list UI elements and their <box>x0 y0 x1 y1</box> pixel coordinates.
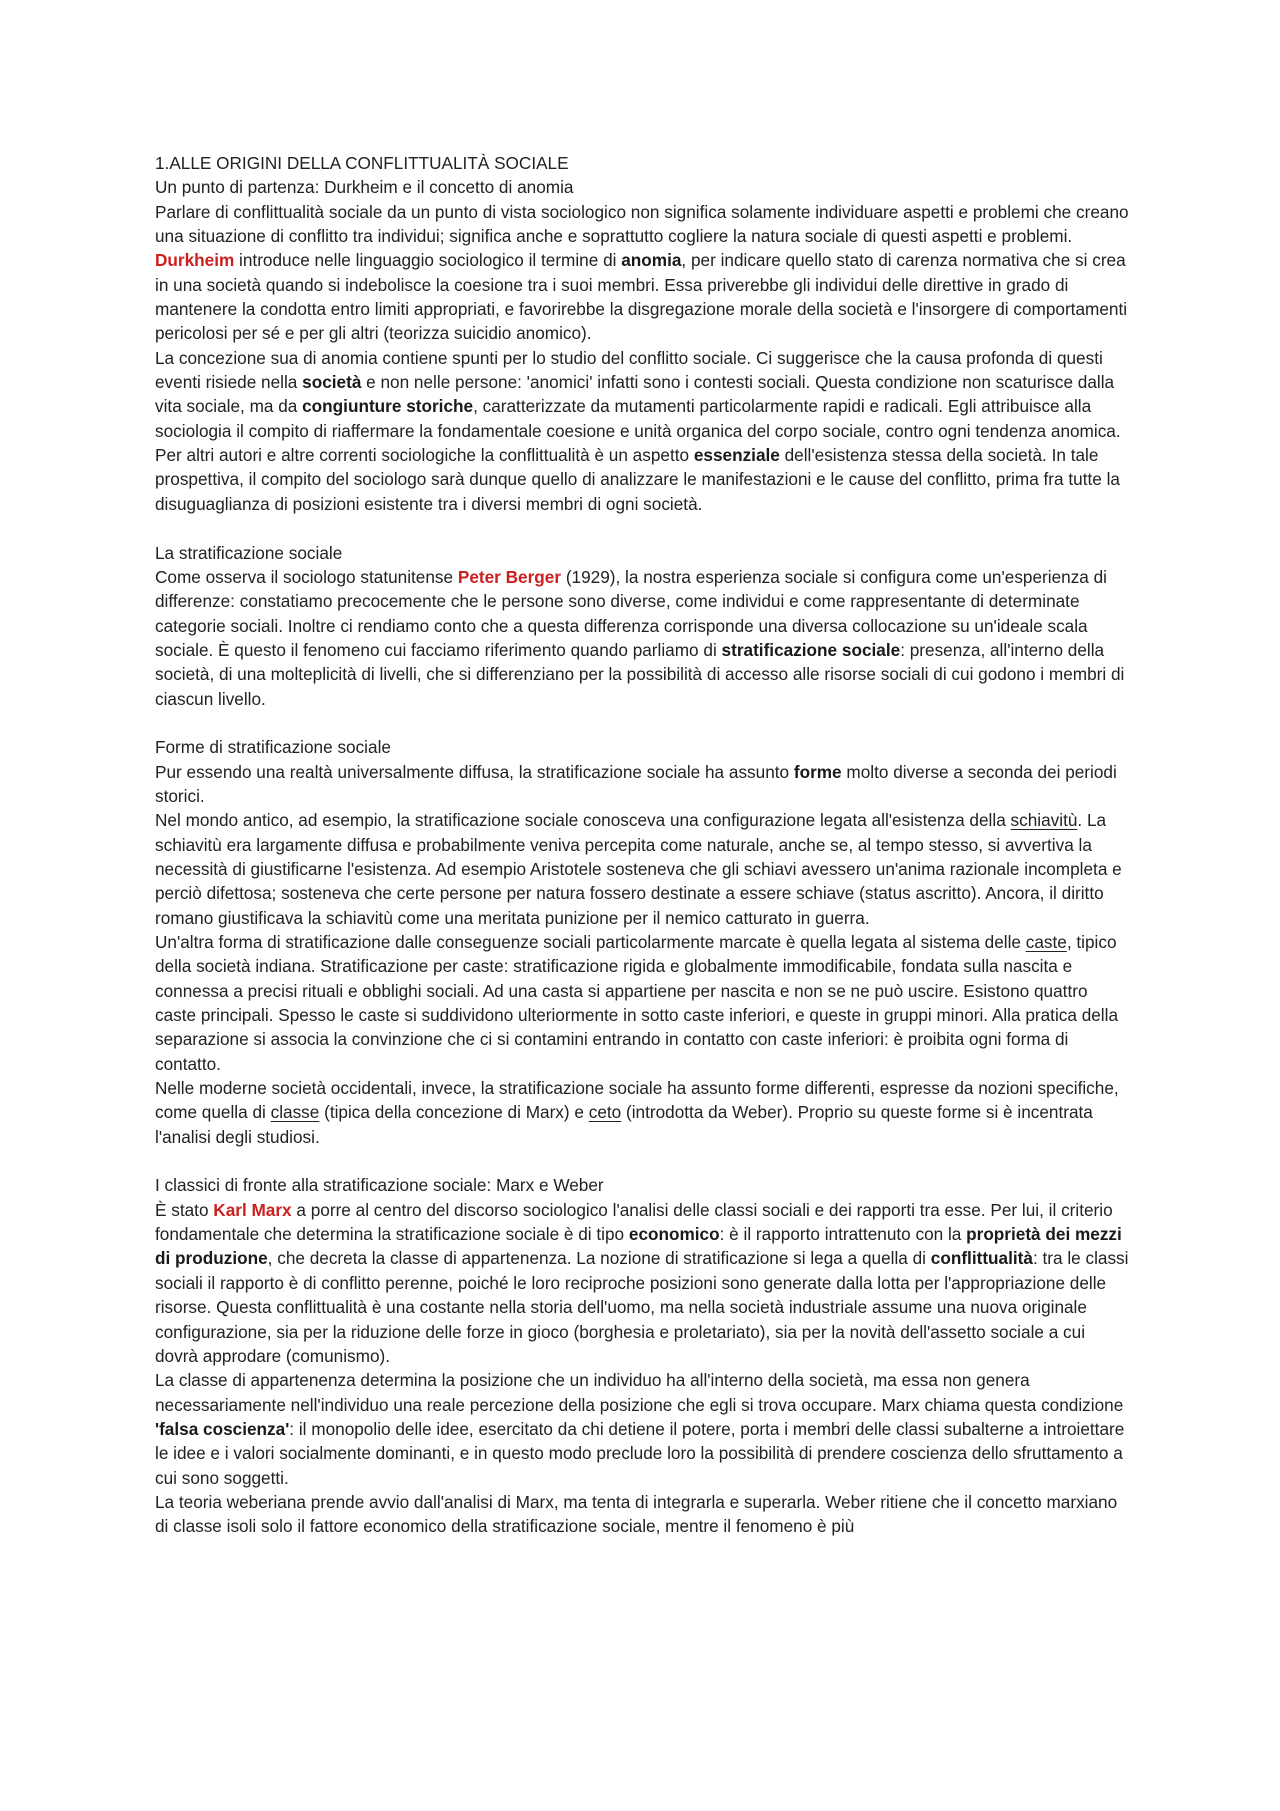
text-run: Un'altra forma di stratificazione dalle conseguenze sociali particolarmente marcate è quella legata al sistema delle <box>155 932 1026 952</box>
text-run: e non nelle persone: 'anomici' infatti sono i contesti sociali. Questa condizione non scaturisce dalla vita sociale, ma da <box>155 372 1115 417</box>
paragraph-gap <box>155 711 1130 735</box>
paragraph <box>155 248 1130 345</box>
paragraph <box>155 565 1130 711</box>
text-run: a porre al centro del discorso sociologico l'analisi delle classi sociali e dei rapporti tra esse. Per lui, il criterio fondamentale che determina la stratificazione sociale è di tipo <box>155 1199 1113 1245</box>
section-heading-anomia: Un punto di partenza: Durkheim e il concetto di anomia <box>155 177 574 198</box>
document-page <box>155 151 1130 1539</box>
paragraph <box>155 346 1130 443</box>
term-economico: economico <box>628 1224 720 1245</box>
text-run: introduce nelle linguaggio sociologico il termine di <box>234 250 622 271</box>
text-run: La classe di appartenenza determina la posizione che un individuo ha all'interno della società, ma essa non genera necessariamente nell'individuo una reale percezione della posizione che egli si trova occupare. Marx chiama questa condizione <box>155 1370 1124 1415</box>
text-run: È stato <box>155 1199 214 1220</box>
term-caste: caste <box>1025 932 1067 952</box>
author-name-durkheim: Durkheim <box>155 250 235 271</box>
term-congiunture-storiche: congiunture storiche <box>302 396 474 417</box>
text-run: (tipica della concezione di Marx) e <box>319 1102 589 1123</box>
paragraph: La teoria weberiana prende avvio dall'analisi di Marx, ma tenta di integrarla e superarla. Weber ritiene che il concetto marxiano di classe isoli solo il fattore economico della stratificazione sociale, mentre il fenomeno è più <box>155 1491 1118 1537</box>
term-schiavitu: schiavitù <box>1010 810 1078 831</box>
text-run: (1929), la nostra esperienza sociale si configura come un'esperienza di differenze: constatiamo precocemente che le persone sono diverse, come individui e come rappresentante di determinate categorie sociali. Inoltre ci rendiamo conto che a questa differenza corrisponde una diversa collocazione su un'ideale scala sociale. È questo il fenomeno cui facciamo riferimento quando parliamo di <box>155 566 1107 660</box>
paragraph <box>155 930 1130 1076</box>
text-run: : tra le classi sociali il rapporto è di conflitto perenne, poiché le loro reciproche posizioni sono generate dalla lotta per l'appropriazione delle risorse. Questa conflittualità è una costante nella storia dell'uomo, ma nella società industriale assume una nuova originale configurazione, sia per la riduzione delle forze in gioco (borghesia e proletariato), sia per la novità dell'assetto sociale a cui dovrà approdare (comunismo). <box>155 1248 1129 1366</box>
text-run: Come osserva il sociologo statunitense <box>155 566 458 587</box>
text-run: Pur essendo una realtà universalmente diffusa, la stratificazione sociale ha assunto <box>155 761 794 782</box>
term-falsa-coscienza: 'falsa coscienza' <box>155 1418 290 1439</box>
author-name-karl-marx: Karl Marx <box>213 1199 292 1220</box>
text-run: Nelle moderne società occidentali, invece, la stratificazione sociale ha assunto forme differenti, espresse da nozioni specifiche, come quella di <box>155 1078 1119 1123</box>
text-run: La concezione sua di anomia contiene spunti per lo studio del conflitto sociale. Ci suggerisce che la causa profonda di questi eventi risiede nella <box>155 347 1103 393</box>
text-run: dell'esistenza stessa della società. In tale prospettiva, il compito del sociologo sarà dunque quello di analizzare le manifestazioni e le cause del conflitto, prima fra tutte la disuguaglianza di posizioni esistente tra i diversi membri di ogni società. <box>155 445 1120 514</box>
text-run: (introdotta da Weber). Proprio su queste forme si è incentrata l'analisi degli studiosi. <box>155 1102 1093 1147</box>
term-societa: società <box>302 372 362 393</box>
term-classe: classe <box>270 1102 320 1123</box>
paragraph <box>155 760 1130 809</box>
term-ceto: ceto <box>588 1102 622 1123</box>
document-title: 1.ALLE ORIGINI DELLA CONFLITTUALITÀ SOCIALE <box>155 153 569 173</box>
term-essenziale: essenziale <box>693 445 780 466</box>
paragraph: Parlare di conflittualità sociale da un punto di vista sociologico non significa solamente individuare aspetti e problemi che creano una situazione di conflitto tra individui; significa anche e soprattutto cogliere la natura sociale di questi aspetti e problemi. <box>155 201 1129 247</box>
term-forme: forme <box>793 761 842 782</box>
text-run: : è il rapporto intrattenuto con la <box>719 1224 967 1245</box>
paragraph-gap <box>155 516 1130 540</box>
paragraph <box>155 1198 1130 1368</box>
text-run: , tipico della società indiana. Stratificazione per caste: stratificazione rigida e globalmente immodificabile, fondata sulla nascita e connessa a precisi rituali e obblighi sociali. Ad una casta si appartiene per nascita e non se ne può uscire. Esistono quattro caste principali. Spesso le caste si suddividono ulteriormente in sotto caste inferiori, e queste in gruppi minori. Alla pratica della separazione si associa la convinzione che ci si contamini entrando in contatto con caste inferiori: è proibita ogni forma di contatto. <box>155 932 1119 1074</box>
term-stratificazione-sociale: stratificazione sociale <box>721 639 901 660</box>
term-anomia: anomia <box>621 250 682 271</box>
text-run: . La schiavitù era largamente diffusa e probabilmente veniva percepita come naturale, anche se, al tempo stesso, si avvertiva la necessità di giustificarne l'esistenza. Ad esempio Aristotele sosteneva che gli schiavi avessero un'anima razionale incompleta e perciò difettosa; sosteneva che certe persone per natura fossero destinate a essere schiave (status ascritto). Ancora, il diritto romano giustificava la schiavitù come una meritata punizione per il nemico catturato in guerra. <box>155 810 1122 928</box>
paragraph-gap <box>155 1149 1130 1173</box>
term-proprieta-mezzi-produzione: proprietà dei mezzi di produzione <box>155 1224 1122 1269</box>
section-heading-forme: Forme di stratificazione sociale <box>155 737 391 758</box>
text-run: , che decreta la classe di appartenenza. La nozione di stratificazione si lega a quella di <box>267 1248 931 1269</box>
text-run: : il monopolio delle idee, esercitato da chi detiene il potere, porta i membri delle classi subalterne a introiettare le idee e i valori socialmente dominanti, e in questo modo preclude loro la possibilità di prendere coscienza dello sfruttamento a cui sono soggetti. <box>155 1418 1125 1488</box>
text-run: Nel mondo antico, ad esempio, la stratificazione sociale conosceva una configurazione legata all'esistenza della <box>155 810 1011 831</box>
author-name-peter-berger: Peter Berger <box>457 566 562 587</box>
section-heading-stratificazione: La stratificazione sociale <box>155 542 343 563</box>
text-run: : presenza, all'interno della società, di una molteplicità di livelli, che si differenziano per la possibilità di accesso alle risorse sociali di cui godono i membri di ciascun livello. <box>155 639 1125 709</box>
paragraph <box>155 808 1130 930</box>
term-conflittualita: conflittualità <box>930 1248 1033 1269</box>
section-heading-marx-weber: I classici di fronte alla stratificazione sociale: Marx e Weber <box>155 1175 604 1196</box>
text-run: , caratterizzate da mutamenti particolarmente rapidi e radicali. Egli attribuisce alla sociologia il compito di riaffermare la fondamentale coesione e unità organica del corpo sociale, contro ogni tendenza anomica. <box>155 396 1121 441</box>
text-run: Per altri autori e altre correnti sociologiche la conflittualità è un aspetto <box>155 445 694 466</box>
paragraph <box>155 1076 1130 1149</box>
text-run: molto diverse a seconda dei periodi storici. <box>155 761 1117 806</box>
text-run: , per indicare quello stato di carenza normativa che si crea in una società quando si indebolisce la coesione tra i suoi membri. Essa priverebbe gli individui delle direttive in grado di mantenere la condotta entro limiti appropriati, e favorirebbe la disgregazione morale della società e l'insorgere di comportamenti pericolosi per sé e per gli altri (teorizza suicidio anomico). <box>155 250 1128 344</box>
paragraph <box>155 443 1130 516</box>
paragraph <box>155 1368 1130 1490</box>
